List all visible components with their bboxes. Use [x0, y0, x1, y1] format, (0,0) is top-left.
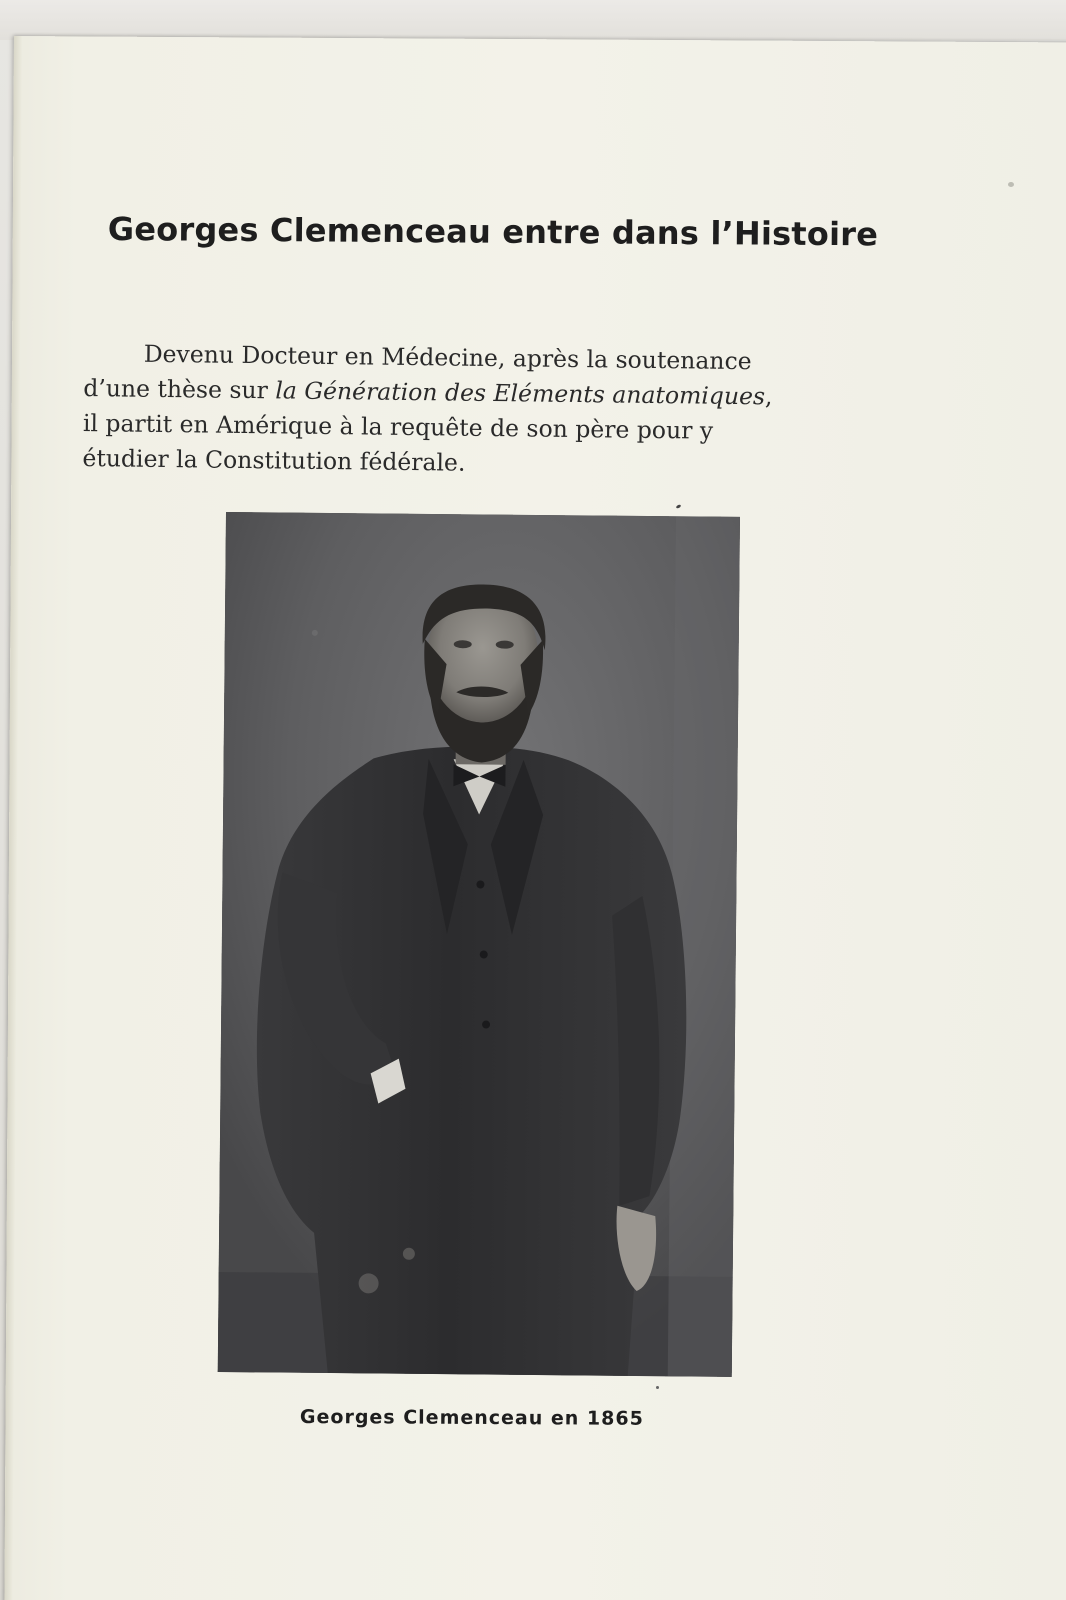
ink-speck	[656, 1386, 659, 1389]
coat-button	[482, 1020, 490, 1028]
paragraph-line-4: étudier la Constitution fédérale.	[82, 443, 466, 477]
photo-speck	[403, 1248, 415, 1260]
paragraph-line-3: il partit en Amérique à la requête de son père pour y	[82, 408, 714, 445]
portrait-photo	[218, 512, 740, 1377]
photo-speck	[312, 630, 318, 636]
page-title: Georges Clemenceau entre dans l’Histoire	[107, 210, 879, 254]
thesis-title: la Génération des Eléments anatomiques	[275, 376, 766, 411]
photo-caption: Georges Clemenceau en 1865	[299, 1406, 644, 1430]
photo-speck	[359, 1273, 379, 1293]
page-binding-edge	[4, 36, 22, 1600]
coat-button	[480, 950, 488, 958]
paragraph-line-2-prefix: d’une thèse sur	[83, 373, 276, 405]
coat-button	[476, 880, 484, 888]
paragraph-line-2-suffix: ,	[764, 382, 773, 411]
portrait-illustration	[218, 512, 740, 1377]
ink-speck	[1008, 182, 1014, 187]
body-paragraph	[82, 336, 944, 486]
paragraph-line-1: Devenu Docteur en Médecine, après la soutenance	[143, 339, 752, 376]
